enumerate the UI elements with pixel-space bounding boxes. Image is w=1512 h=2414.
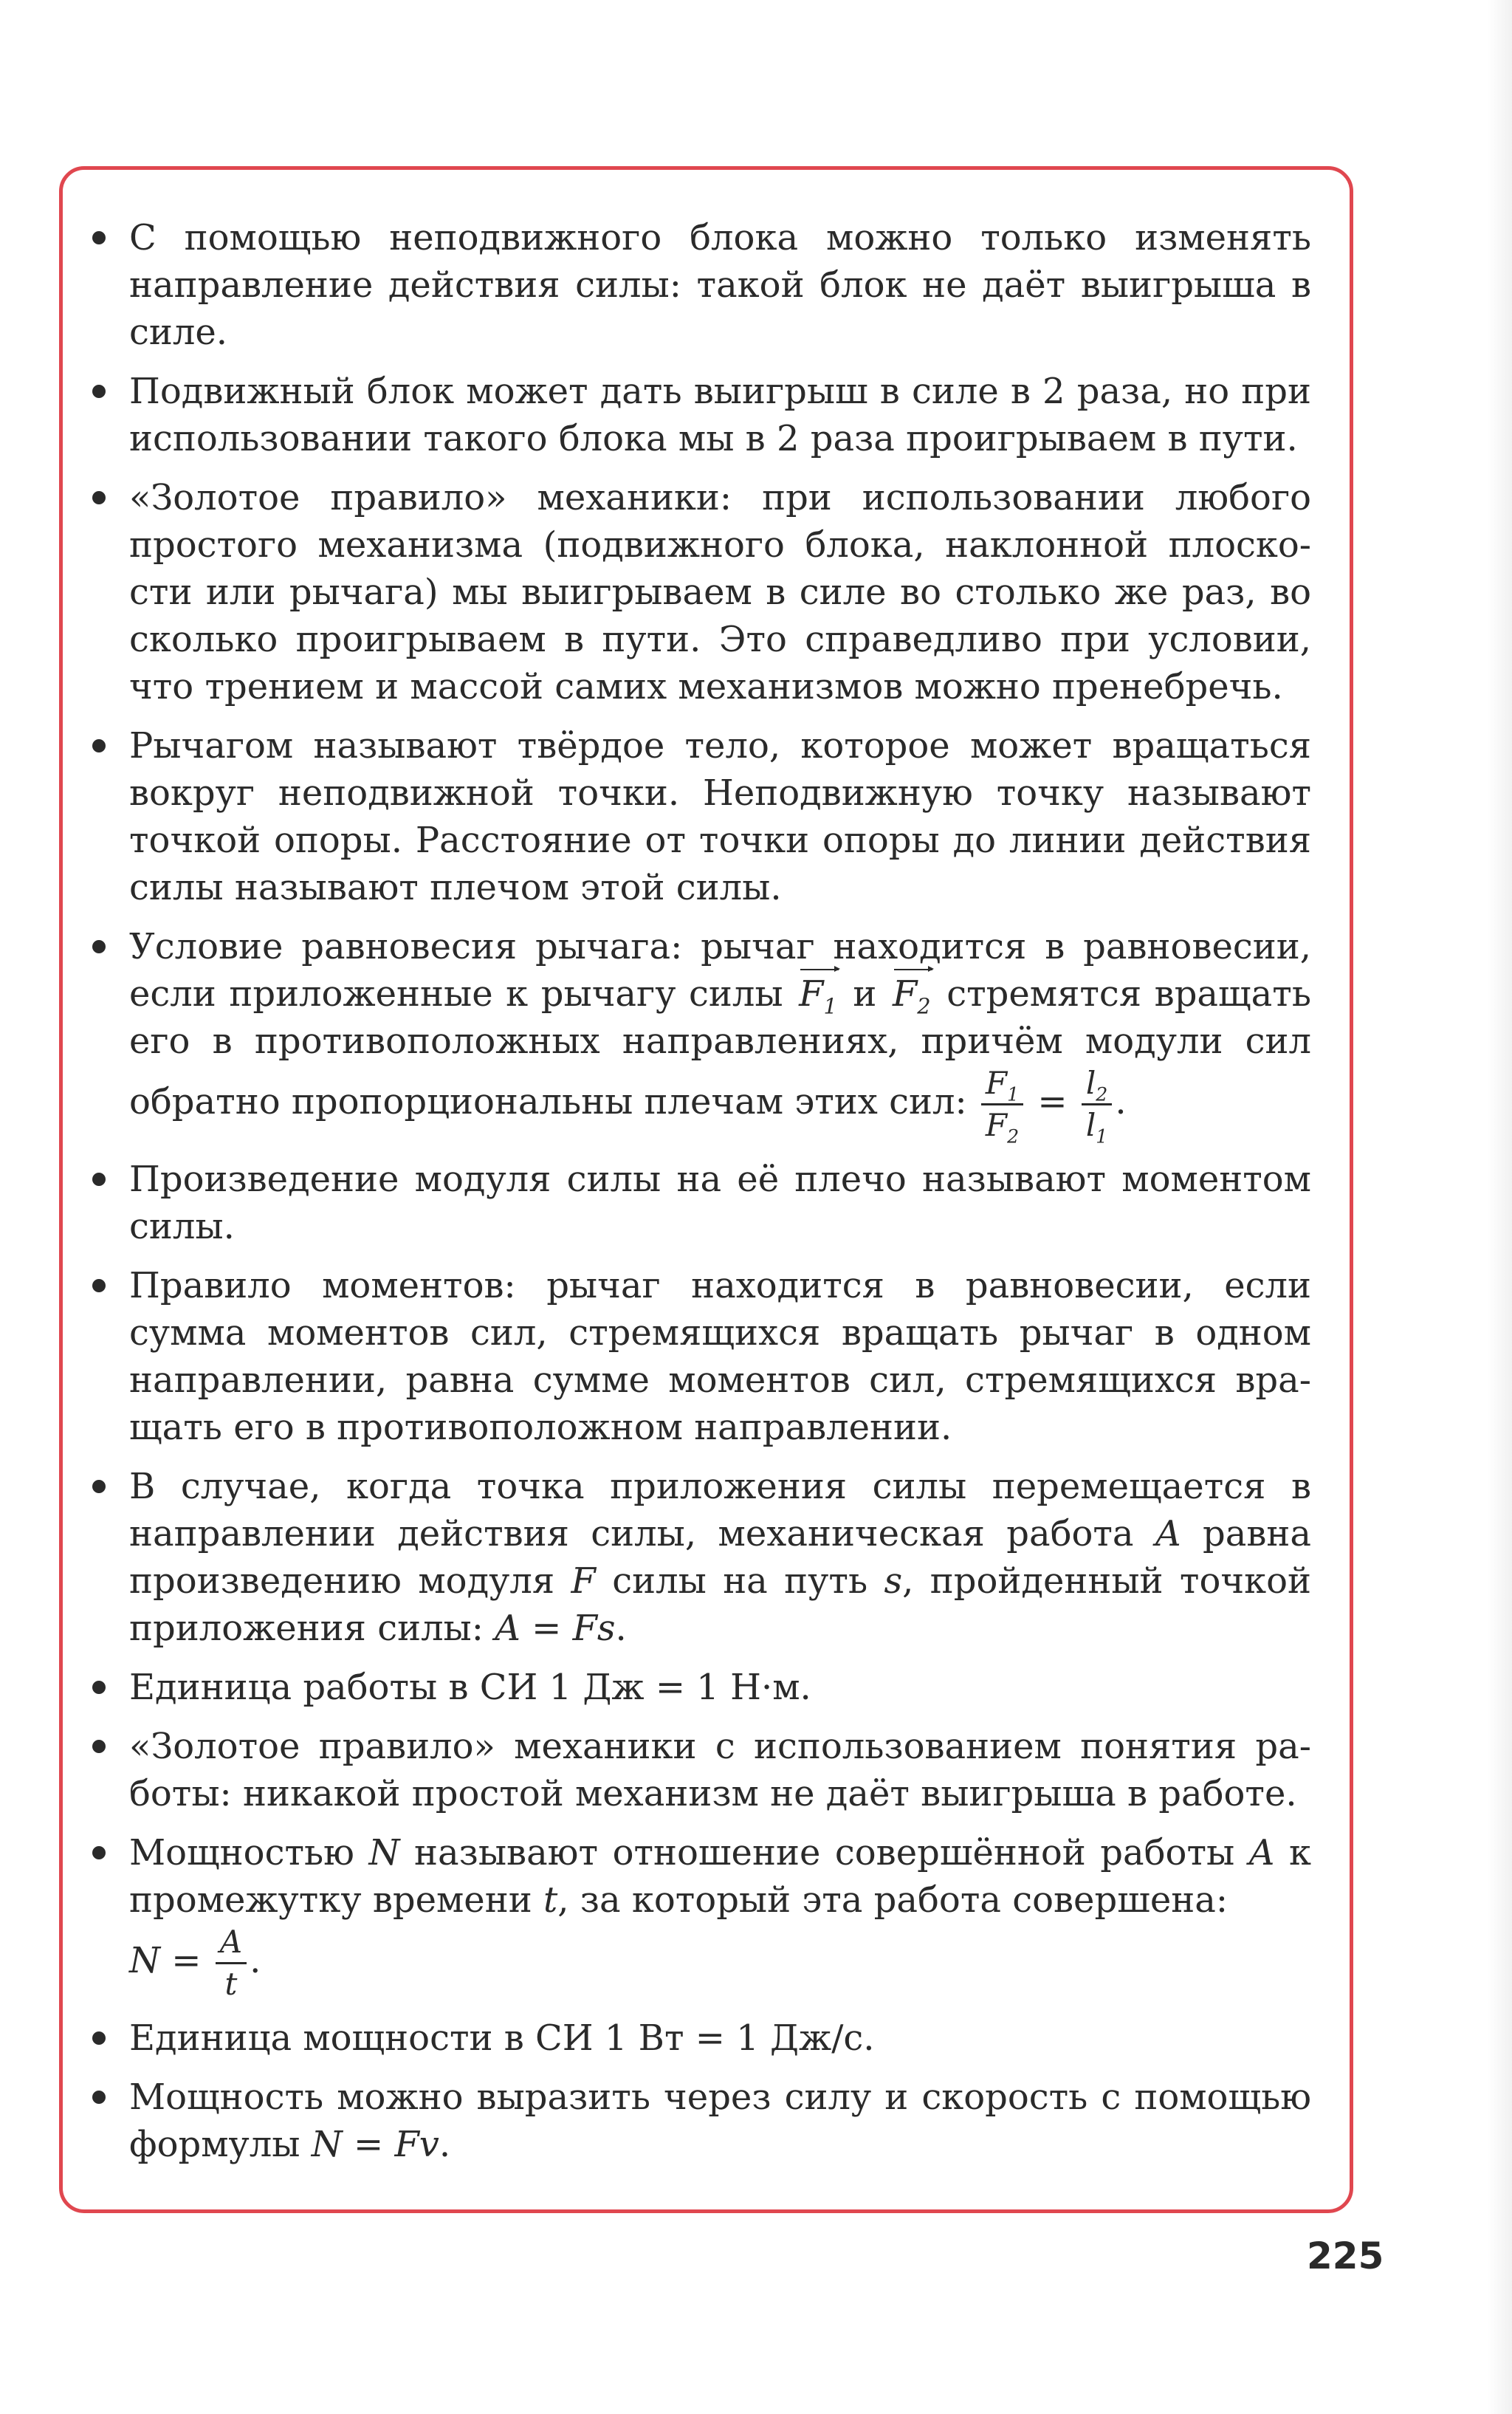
fraction-power: $\frac{A}{t}$	[216, 1924, 247, 2003]
formula-power-velocity: N = Fv	[311, 2124, 439, 2165]
bullet-icon	[92, 1480, 106, 1493]
period: .	[250, 1940, 261, 1981]
fraction-arms: $\frac{l_2}{l_1}$	[1082, 1065, 1112, 1144]
summary-list	[92, 214, 1311, 2168]
formula-work: A = Fs	[495, 1608, 616, 1649]
list-item-power-velocity	[92, 2074, 1311, 2168]
bullet-icon	[92, 739, 106, 752]
formula-power-lhs: N =	[129, 1940, 202, 1981]
item-text: Мощность можно выразить через силу и скорость с помощью формулы	[129, 2077, 1311, 2165]
page-number: 225	[1307, 2235, 1384, 2277]
list-item-power	[92, 1829, 1311, 2003]
list-item	[92, 214, 1311, 356]
bullet-icon	[92, 491, 106, 504]
item-text: Условие равновесия рычага: рычаг находится в равновесии, если приложенные к рычагу силы	[129, 926, 1311, 1015]
item-text: Единица работы в СИ 1 Дж = 1 Н·м.	[129, 1667, 811, 1708]
item-text: «Золотое правило» механики с использованием понятия работы: никакой простой механизм не даёт выигрыша в работе.	[129, 1726, 1311, 1814]
item-text: , пройденный точкой приложения силы:	[129, 1560, 1311, 1649]
variable-f: F	[571, 1560, 596, 1602]
list-item	[92, 1664, 1311, 1711]
item-text: Единица мощности в СИ 1 Вт = 1 Дж/с.	[129, 2017, 875, 2059]
item-text: В случае, когда точка приложения силы перемещается в направлении действия силы, механическая работа	[129, 1466, 1311, 1554]
item-text: стремятся вращать его в противоположных направлениях, причём модули сил обратно пропорциональны плечам этих сил:	[129, 973, 1311, 1122]
bullet-icon	[92, 940, 106, 953]
bullet-icon	[92, 2031, 106, 2045]
item-text: к промежутку времени	[129, 1832, 1311, 1921]
vector-f1: $F_1$	[796, 970, 840, 1018]
item-text: равна произведению модуля	[129, 1513, 1311, 1602]
list-item	[92, 474, 1311, 710]
bullet-icon	[92, 1681, 106, 1694]
summary-box	[59, 166, 1353, 2213]
period: .	[615, 1608, 627, 1649]
bullet-icon	[92, 1279, 106, 1292]
variable-s: s	[884, 1560, 903, 1602]
item-text: Правило моментов: рычаг находится в равновесии, если сумма моментов сил, стремящихся вращать рычаг в одном направлении, равна сумме моментов сил, стремящихся вращать его в противоположном направлении.	[129, 1265, 1311, 1448]
list-item	[92, 368, 1311, 462]
bullet-icon	[92, 2091, 106, 2104]
item-text: Подвижный блок может дать выигрыш в силе в 2 раза, но при использовании такого блока мы в 2 раза проигрываем в пути.	[129, 371, 1311, 459]
list-item-work	[92, 1463, 1311, 1652]
bullet-icon	[92, 1846, 106, 1859]
item-text: Рычагом называют твёрдое тело, которое может вращаться вокруг неподвижной точки. Неподвижную точку называют точкой опоры. Расстояние от точки опоры до линии действия силы называют плечом этой силы.	[129, 725, 1311, 908]
page-edge-shadow	[1487, 0, 1512, 2414]
list-item	[92, 1156, 1311, 1250]
list-item-lever-equilibrium	[92, 923, 1311, 1148]
variable-a: A	[1248, 1832, 1275, 1873]
item-text: называют отношение совершённой работы	[414, 1832, 1235, 1873]
item-text: С помощью неподвижного блока можно только изменять направление действия силы: такой блок не даёт выигрыша в силе.	[129, 217, 1311, 353]
list-item	[92, 2014, 1311, 2062]
period: .	[1115, 1081, 1127, 1122]
period: .	[439, 2124, 451, 2165]
vector-f2: $F_2$	[890, 970, 934, 1018]
item-text: «Золотое правило» механики: при использовании любого простого механизма (подвижного блока, наклонной плоскости или рычага) мы выигрываем в силе во столько же раз, во сколько проигрываем в пути. Это справедливо при условии, что трением и массой самих механизмов можно пренебречь.	[129, 477, 1311, 707]
variable-t: t	[543, 1879, 558, 1921]
item-text: и	[853, 973, 877, 1015]
bullet-icon	[92, 231, 106, 244]
item-text: Произведение модуля силы на её плечо называют моментом силы.	[129, 1159, 1311, 1247]
list-item	[92, 1262, 1311, 1451]
item-text: силы на путь	[612, 1560, 868, 1602]
bullet-icon	[92, 1173, 106, 1186]
fraction-forces: $\frac{F_1}{F_2}$	[981, 1065, 1023, 1144]
bullet-icon	[92, 1740, 106, 1753]
equals-sign: =	[1037, 1081, 1068, 1122]
item-text: Мощностью	[129, 1832, 354, 1873]
variable-a: A	[1155, 1513, 1181, 1554]
item-text: , за который эта работа совершена:	[557, 1879, 1228, 1921]
variable-n: N	[368, 1832, 400, 1873]
bullet-icon	[92, 385, 106, 398]
list-item	[92, 1723, 1311, 1817]
list-item	[92, 722, 1311, 911]
